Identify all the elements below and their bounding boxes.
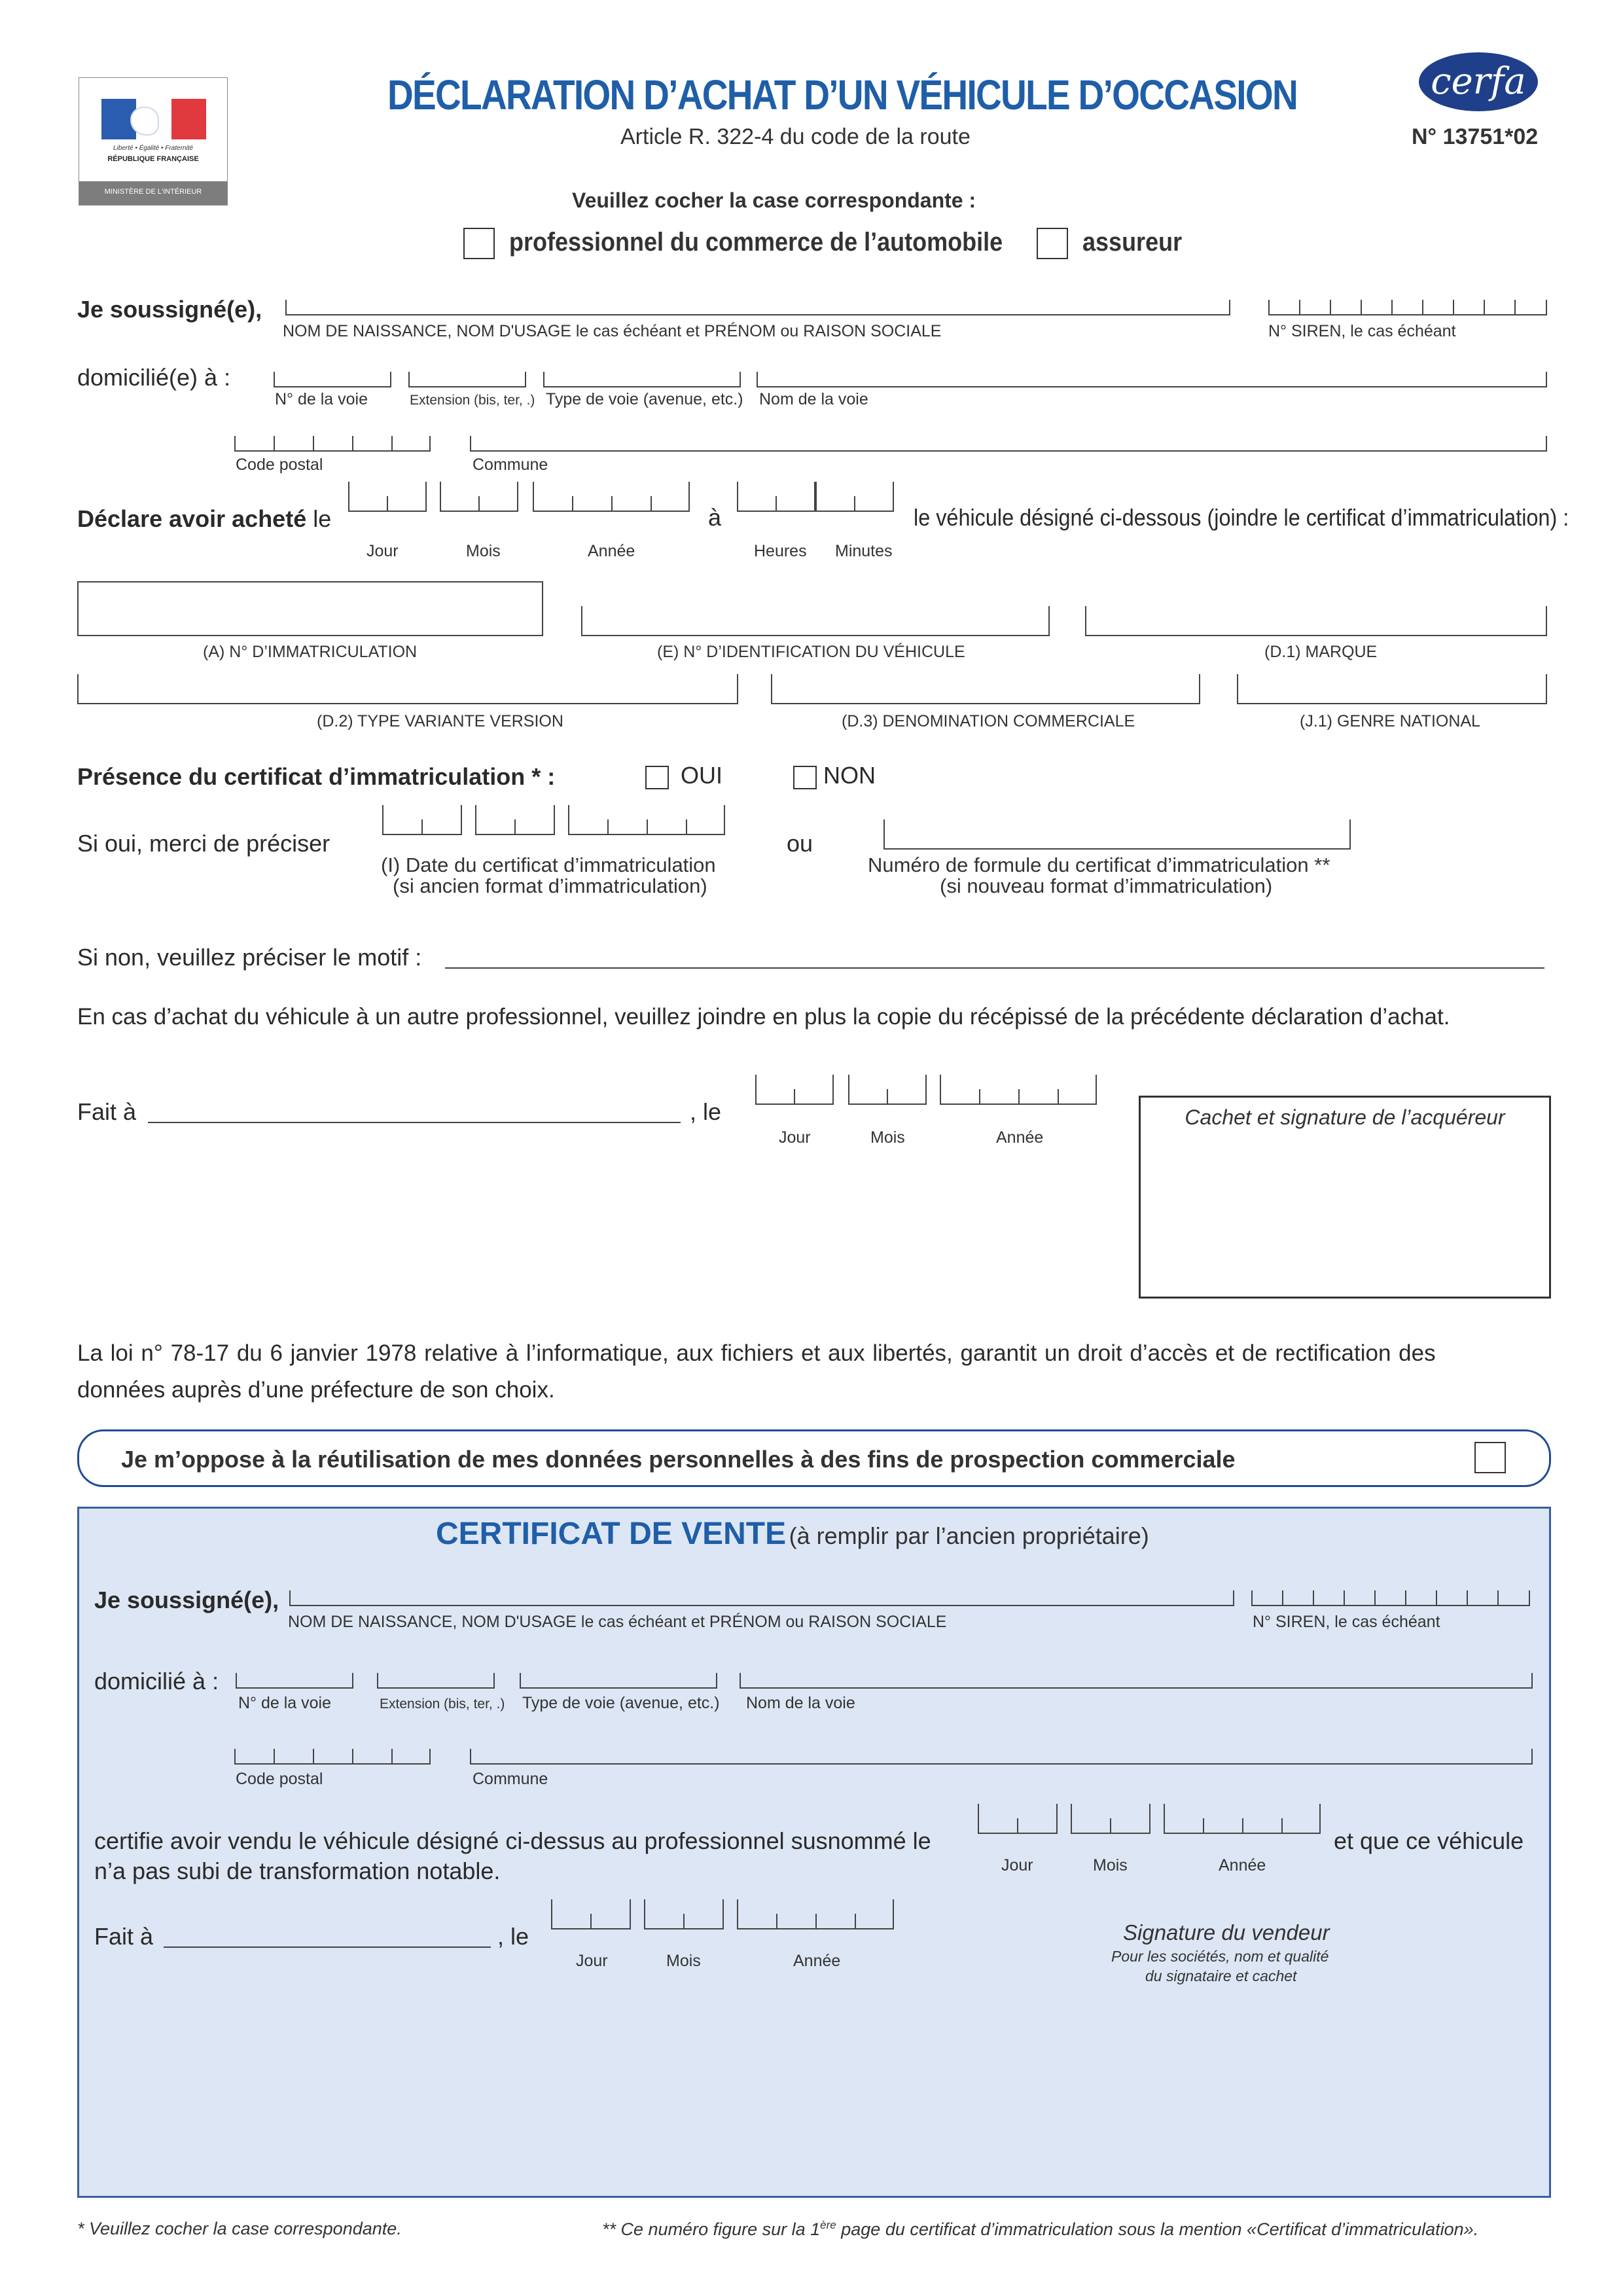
purchase-month-label: Mois — [466, 542, 501, 560]
sale-title-row — [436, 1516, 1149, 1552]
buyer-street-no-label: N° de la voie — [275, 390, 368, 408]
certificate-year-field[interactable] — [568, 819, 725, 835]
purchase-year-field[interactable] — [533, 496, 690, 512]
seller-siren-field[interactable] — [1251, 1590, 1530, 1606]
seller-sale-year-label: Année — [1219, 1856, 1266, 1874]
purchase-le: le — [313, 505, 332, 532]
law-line2: données auprès d’une préfecture de son choix. — [77, 1377, 555, 1403]
footer-note1: * Veuillez cocher la case correspondante. — [77, 2219, 402, 2238]
buyer-place-field[interactable] — [148, 1122, 681, 1123]
certificate-yes-checkbox[interactable] — [645, 766, 669, 789]
certificate-no-label: NON — [823, 762, 876, 789]
seller-sign-le: , le — [497, 1923, 529, 1950]
buyer-domicile: domicilié(e) à : — [77, 364, 231, 391]
brand-label: (D.1) MARQUE — [1264, 643, 1378, 661]
professional-checkbox[interactable] — [463, 228, 495, 259]
buyer-siren-label: N° SIREN, le cas échéant — [1268, 322, 1456, 340]
seller-sign-month-label: Mois — [666, 1952, 701, 1970]
marianne-logo — [79, 77, 228, 206]
seller-extension-field[interactable] — [377, 1673, 495, 1689]
certificate-other-pro: En cas d’achat du véhicule à un autre professionnel, veuillez joindre en plus la copie du récépissé de la précédente déclaration d’achat. — [77, 1004, 1450, 1030]
buyer-stamp-label: Cachet et signature de l’acquéreur — [1185, 1105, 1505, 1129]
buyer-street-name-label: Nom de la voie — [759, 390, 868, 408]
certificate-presence: Présence du certificat d’immatriculation * : — [77, 763, 556, 790]
seller-postcode-label: Code postal — [236, 1770, 323, 1788]
seller-sign-year-label: Année — [793, 1952, 841, 1970]
insurer-label: assureur — [1082, 228, 1183, 257]
seller-sign-year-field[interactable] — [737, 1914, 894, 1929]
oppose-checkbox[interactable] — [1474, 1442, 1506, 1473]
buyer-sign-le: , le — [690, 1098, 722, 1125]
seller-sign-month-field[interactable] — [644, 1914, 724, 1929]
buyer-extension-label: Extension (bis, ter, .) — [410, 393, 535, 408]
seller-sign-day-label: Jour — [576, 1952, 608, 1970]
seller-siren-label: N° SIREN, le cas échéant — [1253, 1613, 1440, 1631]
purchase-day-field[interactable] — [348, 496, 427, 512]
buyer-fait-a: Fait à — [77, 1098, 137, 1125]
seller-street-name-field[interactable] — [740, 1673, 1533, 1689]
insurer-checkbox[interactable] — [1037, 228, 1068, 259]
purchase-minutes-label: Minutes — [835, 542, 893, 560]
seller-street-no-label: N° de la voie — [238, 1694, 332, 1712]
buyer-sign-year-label: Année — [996, 1128, 1044, 1147]
seller-signature-note1: Pour les sociétés, nom et qualité — [1111, 1948, 1329, 1965]
national-genre-field[interactable] — [1237, 674, 1547, 704]
sale-title-note: (à remplir par l’ancien propriétaire) — [789, 1522, 1149, 1549]
footer-note2-sup: ère — [820, 2219, 836, 2231]
national-genre-label: (J.1) GENRE NATIONAL — [1300, 712, 1480, 730]
certificate-yes-label: OUI — [681, 762, 723, 789]
logo-republic: RÉPUBLIQUE FRANÇAISE — [107, 155, 199, 163]
purchase-year-label: Année — [588, 542, 635, 560]
seller-sale-year-field[interactable] — [1164, 1818, 1321, 1834]
professional-label: professionnel du commerce de l’automobile — [509, 228, 1003, 257]
seller-name-field[interactable] — [289, 1590, 1234, 1606]
type-variant-label: (D.2) TYPE VARIANTE VERSION — [317, 712, 563, 730]
purchase-a: à — [708, 504, 722, 531]
buyer-postcode-field[interactable] — [234, 436, 431, 452]
vin-label: (E) N° D’IDENTIFICATION DU VÉHICULE — [657, 643, 965, 661]
type-variant-field[interactable] — [77, 674, 738, 704]
buyer-sign-day-field[interactable] — [755, 1089, 834, 1105]
certificate-formula-field[interactable] — [883, 819, 1351, 850]
purchase-declare-text: Déclare avoir acheté — [77, 505, 307, 532]
seller-commune-label: Commune — [473, 1770, 548, 1788]
registration-number-label: (A) N° D’IMMATRICULATION — [203, 643, 418, 661]
certificate-day-field[interactable] — [382, 819, 462, 835]
purchase-hours-label: Heures — [754, 542, 807, 560]
seller-fait-a: Fait à — [94, 1923, 154, 1950]
buyer-siren-field[interactable] — [1268, 300, 1547, 315]
certificate-reason-field[interactable] — [445, 967, 1544, 969]
purchase-month-field[interactable] — [440, 496, 518, 512]
commercial-name-label: (D.3) DENOMINATION COMMERCIALE — [842, 712, 1135, 730]
seller-certify-end: et que ce véhicule — [1334, 1827, 1524, 1854]
buyer-street-type-label: Type de voie (avenue, etc.) — [546, 390, 743, 408]
cerfa-logo — [1419, 52, 1538, 111]
page-title: DÉCLARATION D’ACHAT D’UN VÉHICULE D’OCCASION — [387, 71, 1298, 118]
buyer-sign-month-label: Mois — [870, 1128, 905, 1147]
purchase-hours-field[interactable] — [737, 496, 815, 512]
buyer-extension-field[interactable] — [408, 372, 526, 387]
certificate-month-field[interactable] — [475, 819, 555, 835]
buyer-undersigned: Je soussigné(e), — [77, 296, 262, 323]
purchase-vehicle-text: le véhicule désigné ci-dessous (joindre le certificat d’immatriculation) : — [914, 504, 1569, 531]
purchase-declare — [77, 505, 331, 533]
seller-signature-note2: du signataire et cachet — [1145, 1967, 1297, 1984]
buyer-street-type-field[interactable] — [543, 372, 741, 387]
seller-extension-label: Extension (bis, ter, .) — [380, 1696, 505, 1712]
buyer-name-field[interactable] — [285, 300, 1230, 315]
seller-sale-month-field[interactable] — [1071, 1818, 1150, 1834]
buyer-commune-field[interactable] — [470, 436, 1547, 452]
registration-number-field[interactable] — [77, 581, 543, 636]
seller-sign-day-field[interactable] — [551, 1914, 631, 1929]
page-subtitle: Article R. 322-4 du code de la route — [620, 124, 971, 149]
seller-name-label: NOM DE NAISSANCE, NOM D'USAGE le cas échéant et PRÉNOM ou RAISON SOCIALE — [288, 1613, 947, 1631]
seller-street-no-field[interactable] — [236, 1673, 353, 1689]
seller-certify-line1: certifie avoir vendu le véhicule désigné ci-dessus au professionnel susnommé le — [94, 1827, 931, 1854]
buyer-street-no-field[interactable] — [274, 372, 391, 387]
seller-signature-title: Signature du vendeur — [1123, 1920, 1330, 1945]
commercial-name-field[interactable] — [771, 674, 1200, 704]
certificate-no-checkbox[interactable] — [793, 766, 817, 789]
seller-place-field[interactable] — [164, 1946, 491, 1948]
oppose-text: Je m’oppose à la réutilisation de mes données personnelles à des fins de prospection commerciale — [121, 1446, 1236, 1473]
buyer-sign-month-field[interactable] — [848, 1089, 927, 1105]
certificate-date-label2: (si ancien format d’immatriculation) — [393, 874, 707, 897]
certificate-formula-label2: (si nouveau format d’immatriculation) — [940, 874, 1273, 897]
oppose-banner — [77, 1429, 1551, 1487]
sale-title: CERTIFICAT DE VENTE — [436, 1516, 787, 1551]
seller-certify-line2: n’a pas subi de transformation notable. — [94, 1857, 501, 1884]
brand-field[interactable] — [1085, 606, 1547, 636]
certificate-if-no: Si non, veuillez préciser le motif : — [77, 944, 422, 971]
footer-note2-b: page du certificat d’immatriculation sous la mention «Certificat d’immatriculation». — [836, 2219, 1479, 2239]
buyer-name-label: NOM DE NAISSANCE, NOM D'USAGE le cas échéant et PRÉNOM ou RAISON SOCIALE — [283, 322, 942, 340]
footer-note2 — [602, 2219, 1478, 2240]
buyer-street-name-field[interactable] — [757, 372, 1547, 387]
logo-motto: Liberté • Égalité • Fraternité — [113, 145, 194, 152]
french-flag-icon — [101, 99, 206, 139]
footer-note2-a: ** Ce numéro figure sur la 1 — [602, 2219, 821, 2239]
certificate-formula-label1: Numéro de formule du certificat d’immatriculation ** — [868, 853, 1330, 876]
logo-ministry: MINISTÈRE DE L'INTÉRIEUR — [104, 188, 202, 196]
purchase-minutes-field[interactable] — [815, 496, 894, 512]
vin-field[interactable] — [581, 606, 1050, 636]
cerfa-text: cerfa — [1431, 60, 1526, 103]
certificate-if-yes: Si oui, merci de préciser — [77, 830, 330, 857]
seller-sale-day-field[interactable] — [978, 1818, 1058, 1834]
purchase-day-label: Jour — [366, 542, 399, 560]
buyer-postcode-label: Code postal — [236, 456, 323, 474]
seller-sale-day-label: Jour — [1001, 1856, 1033, 1874]
seller-street-name-label: Nom de la voie — [746, 1694, 855, 1712]
certificate-date-label1: (I) Date du certificat d’immatriculation — [381, 853, 716, 876]
choice-prompt: Veuillez cocher la case correspondante : — [572, 188, 976, 212]
law-line1: La loi n° 78-17 du 6 janvier 1978 relative à l’informatique, aux fichiers et aux libertés, garantit un droit d’accès et de rectification des — [77, 1340, 1436, 1366]
seller-undersigned: Je soussigné(e), — [94, 1587, 279, 1613]
seller-street-type-field[interactable] — [520, 1673, 717, 1689]
form-number: N° 13751*02 — [1412, 124, 1539, 149]
seller-domicile: domicilié à : — [94, 1668, 219, 1695]
buyer-commune-label: Commune — [473, 456, 548, 474]
buyer-sign-day-label: Jour — [779, 1128, 811, 1147]
seller-street-type-label: Type de voie (avenue, etc.) — [522, 1694, 720, 1712]
seller-commune-field[interactable] — [470, 1749, 1533, 1765]
certificate-ou: ou — [787, 830, 813, 857]
seller-sale-month-label: Mois — [1093, 1856, 1128, 1874]
buyer-stamp-box[interactable] — [1139, 1096, 1551, 1299]
buyer-sign-year-field[interactable] — [940, 1089, 1097, 1105]
seller-postcode-field[interactable] — [234, 1749, 431, 1765]
